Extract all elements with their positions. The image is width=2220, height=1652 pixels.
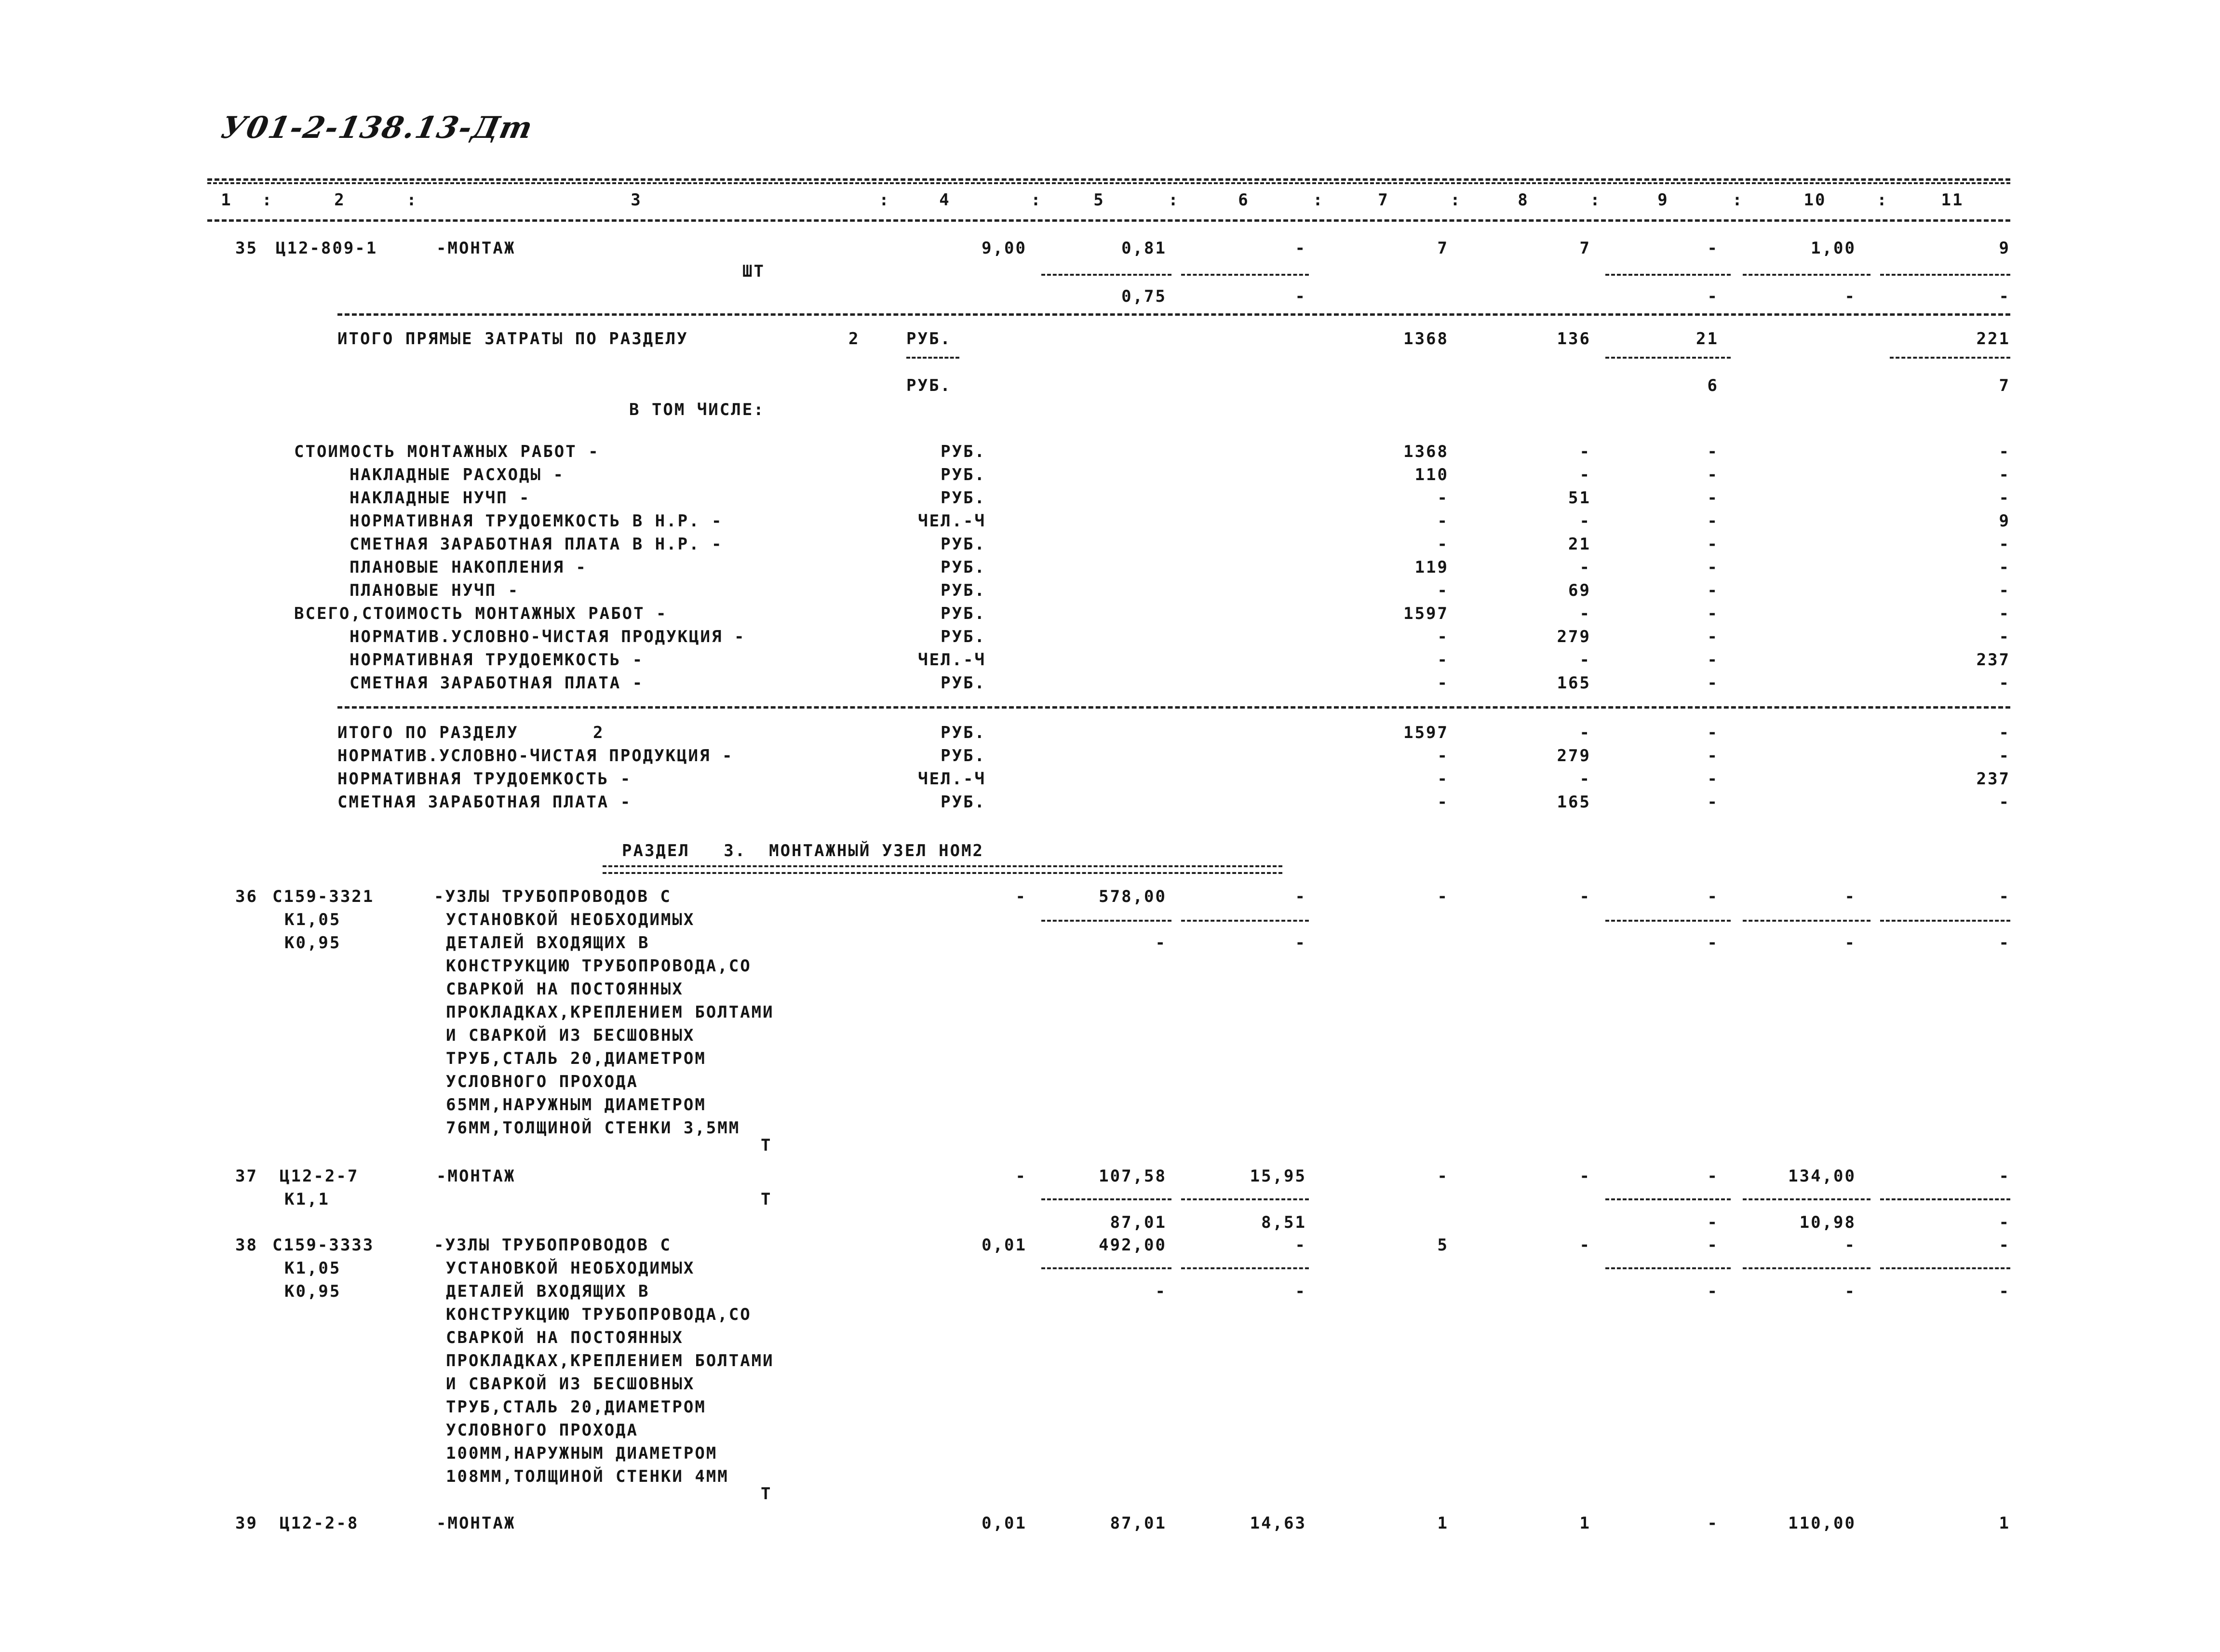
cell-c5: 492,00 [1099,1236,1167,1255]
cell-c6: - [1295,887,1306,906]
subrule [1605,357,1731,359]
cell-c6: 15,95 [1250,1167,1306,1186]
cost-unit: РУБ. [941,604,986,623]
column-header: : [262,190,273,210]
total-unit: ЧЕЛ.-Ч [918,769,986,789]
cell-c6-lower: - [1295,287,1306,306]
cell-c9-lower: - [1707,1282,1719,1301]
cell-c10: 134,00 [1788,1167,1856,1186]
cell-c5-lower: - [1155,933,1167,953]
subrule [1743,274,1870,276]
cost-c7: 110 [1414,465,1449,484]
column-header: : [1313,190,1324,210]
column-header: 2 [334,190,346,210]
cost-c11: - [1999,604,2010,623]
subrule [1605,920,1731,922]
row-description-line: ДЕТАЛЕЙ ВХОДЯЩИХ В [446,1282,650,1301]
cost-c8: - [1579,650,1591,670]
row-description: -МОНТАЖ [436,239,516,258]
subrule [1181,1198,1309,1200]
cost-c9: - [1707,627,1719,646]
column-header: : [879,190,890,210]
cell-c4: 0,01 [982,1514,1027,1533]
total-c7: 1597 [1403,723,1449,742]
row-description-line: СВАРКОЙ НА ПОСТОЯННЫХ [446,980,684,999]
cell-c11: 1 [1999,1514,2010,1533]
cost-unit: ЧЕЛ.-Ч [918,650,986,670]
cell-c7: - [1437,887,1449,906]
row-description-line: УСТАНОВКОЙ НЕОБХОДИМЫХ [446,910,695,929]
total-direct-section: 2 [848,329,860,349]
row-description-line: 65ММ,НАРУЖНЫМ ДИАМЕТРОМ [446,1095,706,1115]
cell-c9: - [1707,239,1719,258]
subrule [1181,274,1309,276]
cell-c11-lower: - [1999,287,2010,306]
row-unit: Т [761,1136,772,1155]
subrule [1743,1198,1870,1200]
column-header: : [1732,190,1744,210]
cost-c7: - [1437,627,1449,646]
cost-c11: - [1999,581,2010,600]
subrule [906,357,959,359]
subrule [1605,1267,1731,1269]
cell-c10-lower: - [1844,287,1856,306]
cell-c5: 578,00 [1099,887,1167,906]
total-label: СМЕТНАЯ ЗАРАБОТНАЯ ПЛАТА - [337,792,632,812]
cost-c9: - [1707,535,1719,554]
cost-unit: РУБ. [941,627,986,646]
row-number: 36 [235,887,258,906]
cell-c11-lower: - [1999,1282,2010,1301]
cost-c8: 51 [1568,488,1591,508]
cell-c8: 7 [1579,239,1591,258]
cost-c9: - [1707,650,1719,670]
row-code: Ц12-809-1 [276,239,378,258]
row-number: 39 [235,1514,258,1533]
cost-c7: - [1437,581,1449,600]
cost-label: НАКЛАДНЫЕ РАСХОДЫ - [350,465,565,484]
row-description-line: 108ММ,ТОЛЩИНОЙ СТЕНКИ 4ММ [446,1467,729,1486]
cost-c8: 279 [1557,627,1591,646]
total-direct-c9-lower: 6 [1707,376,1719,395]
total-direct-c8: 136 [1557,329,1591,349]
row-code: Ц12-2-7 [280,1167,359,1186]
subrule [1041,1198,1171,1200]
cell-c9: - [1707,887,1719,906]
row-code: С159-3333 [272,1236,375,1255]
column-header: 5 [1093,190,1105,210]
cost-unit: РУБ. [941,535,986,554]
column-header: 6 [1238,190,1250,210]
cost-c9: - [1707,465,1719,484]
subrule [1880,1198,2010,1200]
cell-c4: 0,01 [982,1236,1027,1255]
cost-c9: - [1707,558,1719,577]
row-unit: Т [761,1484,772,1504]
cell-c10-lower: - [1844,1282,1856,1301]
subrule [1605,1198,1731,1200]
total-c7: - [1437,746,1449,766]
cost-c11: - [1999,558,2010,577]
cost-c7: - [1437,511,1449,531]
header-top-rule [207,178,2010,181]
row-code: Ц12-2-8 [280,1514,359,1533]
row-description-line: СВАРКОЙ НА ПОСТОЯННЫХ [446,1328,684,1347]
cost-c11: - [1999,488,2010,508]
section-total-rule [337,706,2010,709]
column-header: : [1877,190,1888,210]
row-description-line: ДЕТАЛЕЙ ВХОДЯЩИХ В [446,933,650,953]
cost-c8: 69 [1568,581,1591,600]
cell-c8: - [1579,887,1591,906]
total-unit: РУБ. [941,792,986,812]
cost-unit: РУБ. [941,488,986,508]
cost-c9: - [1707,581,1719,600]
total-c11: 237 [1976,769,2010,789]
column-header: 1 [221,190,232,210]
total-direct-unit: РУБ. [906,329,952,349]
cost-label: ПЛАНОВЫЕ НУЧП - [350,581,520,600]
column-header: : [1031,190,1042,210]
row-coef: К0,95 [284,1282,341,1301]
cost-c11: - [1999,673,2010,693]
total-label: НОРМАТИВНАЯ ТРУДОЕМКОСТЬ - [337,769,632,789]
row-code: С159-3321 [272,887,375,906]
row-description-line: КОНСТРУКЦИЮ ТРУБОПРОВОДА,СО [446,956,752,976]
column-header: 10 [1803,190,1827,210]
subrule [1605,274,1731,276]
row-description-line: УСТАНОВКОЙ НЕОБХОДИМЫХ [446,1259,695,1278]
cell-c6-lower: 8,51 [1261,1213,1306,1232]
row-description: -МОНТАЖ [436,1514,516,1533]
row-description-line: УСЛОВНОГО ПРОХОДА [446,1421,638,1440]
total-c11: - [1999,723,2010,742]
column-header: 4 [939,190,951,210]
subrule [1041,1267,1171,1269]
cost-label: ПЛАНОВЫЕ НАКОПЛЕНИЯ - [350,558,587,577]
cell-c5-lower: 87,01 [1110,1213,1167,1232]
total-c9: - [1707,792,1719,812]
column-header: : [1590,190,1601,210]
cell-c8: - [1579,1167,1591,1186]
cell-c9: - [1707,1167,1719,1186]
cell-c6: - [1295,1236,1306,1255]
cell-c9-lower: - [1707,287,1719,306]
cell-c7: - [1437,1167,1449,1186]
cost-c11: 237 [1976,650,2010,670]
cost-unit: РУБ. [941,581,986,600]
cell-c6-lower: - [1295,1282,1306,1301]
cost-c8: - [1579,604,1591,623]
cost-c7: 1597 [1403,604,1449,623]
column-header: 9 [1657,190,1669,210]
cost-unit: РУБ. [941,465,986,484]
row-description-line: 100ММ,НАРУЖНЫМ ДИАМЕТРОМ [446,1444,718,1463]
total-c7: - [1437,769,1449,789]
cost-c9: - [1707,604,1719,623]
row-description-line: -УЗЛЫ ТРУБОПРОВОДОВ С [434,1236,672,1255]
column-header: 3 [631,190,642,210]
cell-c10: 110,00 [1788,1514,1856,1533]
cell-c5-lower: - [1155,1282,1167,1301]
total-direct-label: ИТОГО ПРЯМЫЕ ЗАТРАТЫ ПО РАЗДЕЛУ [337,329,688,349]
cost-label: СТОИМОСТЬ МОНТАЖНЫХ РАБОТ - [294,442,600,461]
total-unit: РУБ. [941,723,986,742]
total-c9: - [1707,746,1719,766]
cell-c5: 0,81 [1121,239,1167,258]
cell-c9-lower: - [1707,933,1719,953]
total-unit: РУБ. [941,746,986,766]
subrule [1880,274,2010,276]
cell-c7: 1 [1437,1514,1449,1533]
total-direct-c11-lower: 7 [1999,376,2010,395]
row-description-line: ТРУБ,СТАЛЬ 20,ДИАМЕТРОМ [446,1397,706,1417]
cell-c8: - [1579,1236,1591,1255]
cost-label: НОРМАТИВ.УСЛОВНО-ЧИСТАЯ ПРОДУКЦИЯ - [350,627,746,646]
cell-c7: 7 [1437,239,1449,258]
total-c11: - [1999,746,2010,766]
subrule [1743,920,1870,922]
subrule [1181,1267,1309,1269]
cell-c10-lower: - [1844,933,1856,953]
cell-c10: - [1844,1236,1856,1255]
cell-c10-lower: 10,98 [1799,1213,1856,1232]
column-header: : [1450,190,1462,210]
cost-label: НОРМАТИВНАЯ ТРУДОЕМКОСТЬ В Н.Р. - [350,511,723,531]
cost-c8: 165 [1557,673,1591,693]
including-heading: В ТОМ ЧИСЛЕ: [629,400,765,419]
cell-c11: - [1999,1167,2010,1186]
column-header: 8 [1518,190,1529,210]
cost-label: ВСЕГО,СТОИМОСТЬ МОНТАЖНЫХ РАБОТ - [294,604,668,623]
cell-c4: 9,00 [982,239,1027,258]
cell-c11-lower: - [1999,933,2010,953]
cost-unit: РУБ. [941,442,986,461]
cost-c7: - [1437,650,1449,670]
cost-c11: - [1999,627,2010,646]
cell-c10: - [1844,887,1856,906]
row-description-line: ПРОКЛАДКАХ,КРЕПЛЕНИЕМ БОЛТАМИ [446,1351,774,1370]
column-header: 11 [1941,190,1964,210]
column-header: : [1168,190,1180,210]
cost-c9: - [1707,442,1719,461]
cost-unit: РУБ. [941,558,986,577]
cell-c6-lower: - [1295,933,1306,953]
row-description-line: И СВАРКОЙ ИЗ БЕСШОВНЫХ [446,1026,695,1045]
column-header: : [406,190,418,210]
cell-c9-lower: - [1707,1213,1719,1232]
cost-c9: - [1707,511,1719,531]
cost-c9: - [1707,488,1719,508]
row-number: 37 [235,1167,258,1186]
cell-c11: - [1999,887,2010,906]
total-direct-c7: 1368 [1403,329,1449,349]
total-c8: - [1579,769,1591,789]
cost-c7: - [1437,535,1449,554]
cell-c5: 107,58 [1099,1167,1167,1186]
cell-c6: - [1295,239,1306,258]
cost-c7: 1368 [1403,442,1449,461]
subrule [1880,920,2010,922]
cost-c11: 9 [1999,511,2010,531]
row-number: 38 [235,1236,258,1255]
cost-c8: - [1579,465,1591,484]
total-direct-unit-lower: РУБ. [906,376,952,395]
row-description-line: КОНСТРУКЦИЮ ТРУБОПРОВОДА,СО [446,1305,752,1324]
row-number: 35 [235,239,258,258]
subrule [1890,357,2010,359]
subrule [1181,920,1309,922]
total-c8: - [1579,723,1591,742]
total-c7: - [1437,792,1449,812]
cell-c7: 5 [1437,1236,1449,1255]
cell-c5-lower: 0,75 [1121,287,1167,306]
cell-c4: - [1015,887,1027,906]
cost-c8: 21 [1568,535,1591,554]
cost-label: НАКЛАДНЫЕ НУЧП - [350,488,531,508]
cost-c9: - [1707,673,1719,693]
row-coef: К1,05 [284,1259,341,1278]
cell-c8: 1 [1579,1514,1591,1533]
cell-c11-lower: - [1999,1213,2010,1232]
total-c8: 165 [1557,792,1591,812]
cost-c7: - [1437,488,1449,508]
cost-label: СМЕТНАЯ ЗАРАБОТНАЯ ПЛАТА - [350,673,644,693]
cell-c9: - [1707,1236,1719,1255]
column-header: 7 [1378,190,1389,210]
row-description-line: ПРОКЛАДКАХ,КРЕПЛЕНИЕМ БОЛТАМИ [446,1003,774,1022]
cell-c11: 9 [1999,239,2010,258]
cost-label: СМЕТНАЯ ЗАРАБОТНАЯ ПЛАТА В Н.Р. - [350,535,723,554]
subrule [1880,1267,2010,1269]
document-code: У01-2-138.13-Дт [218,110,537,145]
cost-unit: ЧЕЛ.-Ч [918,511,986,531]
header-bottom-rule [207,219,2010,222]
row-description-line: 76ММ,ТОЛЩИНОЙ СТЕНКИ 3,5ММ [446,1118,740,1138]
row-description-line: И СВАРКОЙ ИЗ БЕСШОВНЫХ [446,1374,695,1394]
cell-c11: - [1999,1236,2010,1255]
cost-c7: 119 [1414,558,1449,577]
row-description-line: УСЛОВНОГО ПРОХОДА [446,1072,638,1091]
total-c9: - [1707,769,1719,789]
total-label: ИТОГО ПО РАЗДЕЛУ [337,723,519,742]
subrule [1743,1267,1870,1269]
total-section: 2 [593,723,605,742]
total-c8: 279 [1557,746,1591,766]
cost-c11: - [1999,535,2010,554]
cell-c6: 14,63 [1250,1514,1306,1533]
total-label: НОРМАТИВ.УСЛОВНО-ЧИСТАЯ ПРОДУКЦИЯ - [337,746,734,766]
total-direct-c9: 21 [1696,329,1719,349]
row-unit: Т [761,1190,772,1209]
section-heading: РАЗДЕЛ 3. МОНТАЖНЫЙ УЗЕЛ НОМ2 [622,841,984,860]
section-underline [603,865,1282,874]
total-c9: - [1707,723,1719,742]
cost-c11: - [1999,442,2010,461]
cell-c10: 1,00 [1811,239,1856,258]
row-description: -МОНТАЖ [436,1167,516,1186]
header-top-rule-2 [207,182,2010,184]
cell-c5: 87,01 [1110,1514,1167,1533]
cost-c8: - [1579,558,1591,577]
row-description-line: ТРУБ,СТАЛЬ 20,ДИАМЕТРОМ [446,1049,706,1068]
row-description-line: -УЗЛЫ ТРУБОПРОВОДОВ С [434,887,672,906]
row-coef: К1,1 [284,1190,330,1209]
cell-c4: - [1015,1167,1027,1186]
row-unit: ШТ [742,262,765,281]
row-separator [337,313,2010,316]
subrule [1041,274,1171,276]
total-direct-c11: 221 [1976,329,2010,349]
cell-c9: - [1707,1514,1719,1533]
row-coef: К0,95 [284,933,341,953]
cost-c8: - [1579,442,1591,461]
row-coef: К1,05 [284,910,341,929]
cost-c8: - [1579,511,1591,531]
cost-c7: - [1437,673,1449,693]
cost-unit: РУБ. [941,673,986,693]
subrule [1041,920,1171,922]
cost-c11: - [1999,465,2010,484]
total-c11: - [1999,792,2010,812]
cost-label: НОРМАТИВНАЯ ТРУДОЕМКОСТЬ - [350,650,644,670]
